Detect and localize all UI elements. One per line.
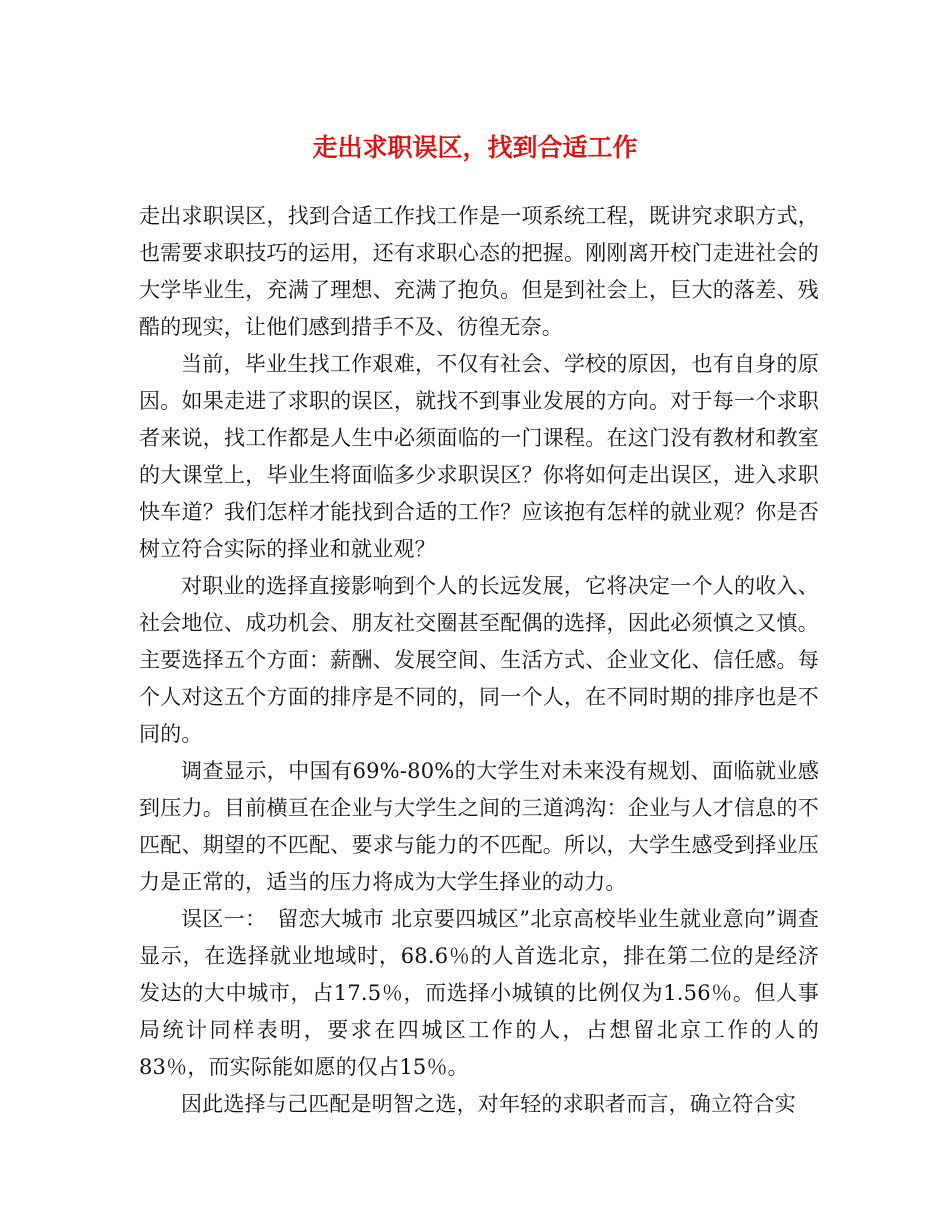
paragraph-misconception-one: 误区一： 留恋大城市 北京要四城区”北京高校毕业生就业意向”调查显示，在选择就业地域时，68.6％的人首选北京，排在第二位的是经济发达的大中城市，占17.5％，而选择小城镇的比例仅为1.56％。但人事局统计同样表明，要求在四城区工作的人，占想留北京工作的人的83％，而实际能如愿的仅占15％。 <box>139 907 819 1079</box>
document-title: 走出求职误区，找到合适工作 <box>312 133 638 162</box>
paragraph-survey: 调查显示，中国有69%-80%的大学生对未来没有规划、面临就业感到压力。目前横亘在企业与大学生之间的三道鸿沟：企业与人才信息的不匹配、期望的不匹配、要求与能力的不匹配。所以，大学生感受到择业压力是正常的，适当的压力将成为大学生择业的动力。 <box>139 759 819 894</box>
paragraph-intro: 走出求职误区，找到合适工作找工作是一项系统工程，既讲究求职方式，也需要求职技巧的运用，还有求职心态的把握。刚刚离开校门走进社会的大学毕业生，充满了理想、充满了抱负。但是到社会上，巨大的落差、残酷的现实，让他们感到措手不及、彷徨无奈。 <box>139 204 819 339</box>
paragraph-conclusion: 因此选择与己匹配是明智之选，对年轻的求职者而言，确立符合实 <box>181 1092 796 1116</box>
paragraph-career-choice: 对职业的选择直接影响到个人的长远发展，它将决定一个人的收入、社会地位、成功机会、朋友社交圈甚至配偶的选择，因此必须慎之又慎。主要选择五个方面：薪酬、发展空间、生活方式、企业文化、信任感。每个人对这五个方面的排序是不同的，同一个人，在不同时期的排序也是不同的。 <box>139 574 819 746</box>
document-body <box>139 198 819 1123</box>
paragraph-current-situation: 当前，毕业生找工作艰难，不仅有社会、学校的原因，也有自身的原因。如果走进了求职的误区，就找不到事业发展的方向。对于每一个求职者来说，找工作都是人生中必须面临的一门课程。在这门没有教材和教室的大课堂上，毕业生将面临多少求职误区？你将如何走出误区，进入求职快车道？我们怎样才能找到合适的工作？应该抱有怎样的就业观？你是否树立符合实际的择业和就业观？ <box>139 352 819 561</box>
